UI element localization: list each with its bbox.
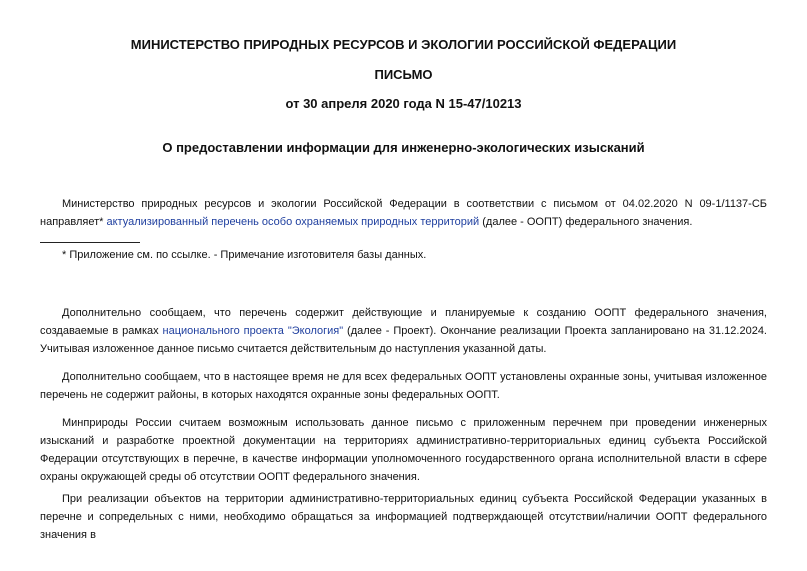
national-project-link[interactable]: национального проекта "Экология" [162, 325, 344, 337]
paragraph-5-text: При реализации объектов на территории административно-территориальных единиц субъекта Российской Федерации указанных в перечне и сопредельных с ними, необходимо обращаться за информацией подтверждающей отсутствии/наличии ООПТ федерального значения в [40, 493, 767, 541]
paragraph-4-text: Минприроды России считаем возможным использовать данное письмо с приложенным перечнем при проведении инженерных изысканий и разработке проектной документации на территориях административно-территориальных единиц субъекта Российской Федерации отсутствующих в перечне, в качестве информации уполномоченного государственного органа исполнительной власти в сфере охраны окружающей среды об отсутствии ООПТ федерального значения. [40, 417, 767, 483]
paragraph-3 [40, 368, 767, 404]
document-date-number: от 30 апреля 2020 года N 15-47/10213 [285, 96, 522, 111]
document-subject: О предоставлении информации для инженерно-экологических изысканий [162, 140, 645, 155]
paragraph-3-text: Дополнительно сообщаем, что в настоящее время не для всех федеральных ООПТ установлены охранные зоны, учитывая изложенное перечень не содержит районы, в которых находятся охранные зоны федеральных ООПТ. [40, 371, 767, 401]
ooopt-list-link[interactable]: актуализированный перечень особо охраняемых природных территорий [106, 216, 480, 228]
footnote-divider [40, 242, 140, 243]
paragraph-2-text-a: Дополнительно сообщаем, что перечень содержит действующие и планируемые к созданию ООПТ федерального значения, создаваемые в рамках [40, 307, 767, 337]
paragraph-1-text-b: (далее - ООПТ) федерального значения. [479, 216, 693, 228]
paragraph-2-text-b: (далее - Проект). Окончание реализации Проекта запланировано на 31.12.2024. Учитывая изложенное данное письмо считается действительным до наступления указанной даты. [40, 325, 767, 355]
document-type: ПИСЬМО [374, 67, 433, 82]
paragraph-1 [40, 195, 767, 231]
ministry-heading: МИНИСТЕРСТВО ПРИРОДНЫХ РЕСУРСОВ И ЭКОЛОГИИ РОССИЙСКОЙ ФЕДЕРАЦИИ [130, 37, 677, 52]
paragraph-4 [40, 414, 767, 486]
paragraph-1-text-a: Министерство природных ресурсов и экологии Российской Федерации в соответствии с письмом от 04.02.2020 N 09-1/1137-СБ направляет* [40, 198, 767, 228]
footnote: * Приложение см. по ссылке. - Примечание изготовителя базы данных. [62, 249, 427, 261]
paragraph-2 [40, 304, 767, 358]
paragraph-5 [40, 490, 767, 544]
